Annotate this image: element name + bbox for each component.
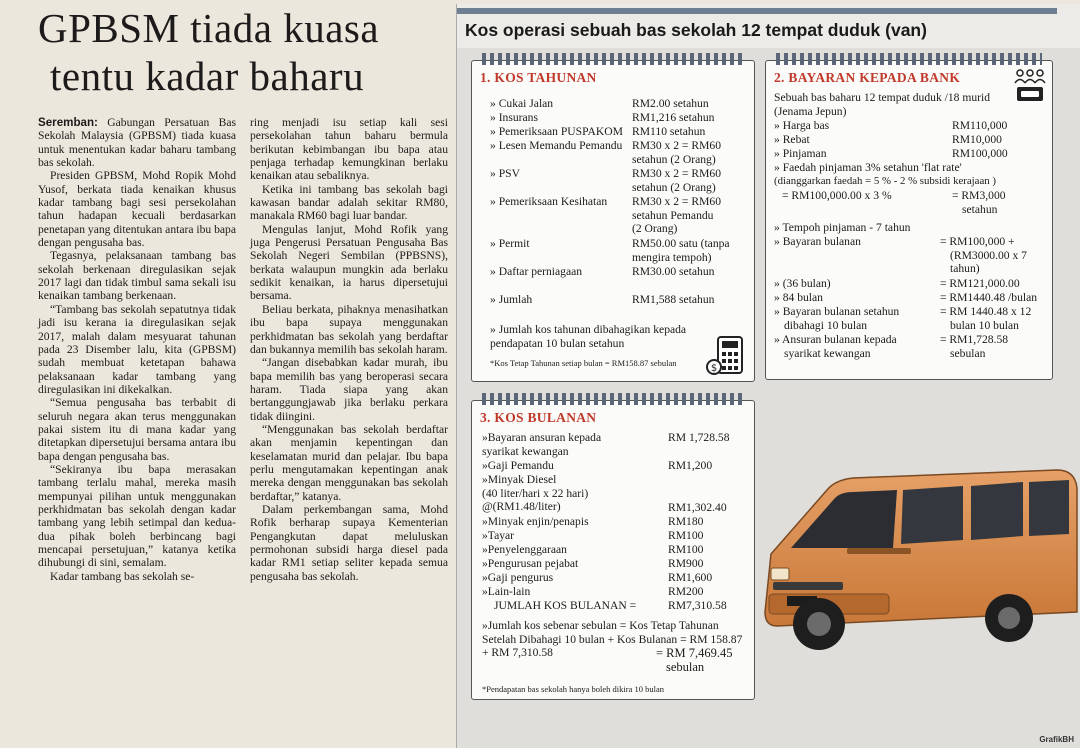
bank-row-value: RM10,000 xyxy=(952,133,1002,146)
kos-tahunan-label: » PSV xyxy=(490,167,520,180)
bank-row-label: » Pinjaman xyxy=(774,147,827,160)
bank-row-value: RM110,000 xyxy=(952,119,1008,132)
spiral-binding xyxy=(776,53,1042,65)
kos-tahunan-label: » Insurans xyxy=(490,111,538,124)
calculator-icon xyxy=(704,333,748,377)
kos-bulanan-label: »Pengurusan pejabat xyxy=(482,557,579,570)
bank-row-label: » Harga bas xyxy=(774,119,830,132)
kos-bulanan-label: »Lain-lain xyxy=(482,585,531,598)
kos-tahunan-label: » Jumlah xyxy=(490,293,533,306)
faedah-text: » Faedah pinjaman 3% setahun 'flat rate' (dianggarkan faedah = 5 % - 2 % subsidi kerajaan ) xyxy=(774,161,996,187)
kos-bulanan-footnote: *Pendapatan bas sekolah hanya boleh dikira 10 bulan xyxy=(482,684,664,694)
spiral-binding xyxy=(482,53,744,65)
article-column-1: Seremban: Gabungan Persatuan Bas Sekolah Malaysia (GPBSM) tiada kuasa untuk menentukan kadar baharu tambang bas sekolah. Presiden GPBSM, Mohd Ropik Mohd Yusof, berkata tiada kenaikan khusus kadar tambang bagi sesi persekolahan tahun hadapan kecuali berdasarkan penetapan yang ditentukan antara ibu bapa dengan pengusaha bas. Tegasnya, pelaksanaan tambang bas sekolah berkenaan diregulasikan sejak 2017 lagi dan tidak timbul sama sekali isu kenaikan tambang berkenaan. “Tambang bas sekolah sepatutnya tidak jadi isu kerana ia diregulasikan sejak 2017, malah dalam mesyuarat tahunan pada 23 Disember lalu, kita (GPBSM) sudah membuat ketetapan bahawa pelaksanaan kadar tambang yang diregulasikan ini dikekalkan. “Semua pengusaha bas terbabit di seluruh negara akan terus menggunakan pakai sistem itu di mana kadar yang ditetapkan dipersetujui bersama antara ibu bapa dengan pengusaha bas. “Sekiranya ibu bapa merasakan tambang terlalu mahal, mereka masih mempunyai pilihan untuk menggunakan perkhidmatan bas sekolah dengan kadar tambang yang lebih setimpal dan kedua-dua pihak boleh berbincang bagi mencapai persetujuan,” katanya ketika dihubungi di sini, semalam. Kadar tambang bas sekolah se- xyxy=(38,116,236,583)
paragraph: “Jangan disebabkan kadar murah, ibu bapa memilih bas yang beroperasi secara haram. Tiada siapa yang akan bertanggungjawab jika berlaku perkara tidak diingini. xyxy=(250,356,448,423)
kos-tahunan-value: RM50.00 satu (tanpa mengira tempoh) xyxy=(632,237,730,264)
total-value: RM7,310.58 xyxy=(668,599,727,612)
kos-tahunan-label: » Permit xyxy=(490,237,530,250)
kos-tahunan-label: » Daftar perniagaan xyxy=(490,265,583,278)
infographic xyxy=(456,4,1080,748)
kos-tahunan-value: RM1,216 setahun xyxy=(632,111,715,124)
kos-tahunan-footnote: *Kos Tetap Tahunan setiap bulan = RM158.87 sebulan xyxy=(490,358,677,368)
bank-row-value: = RM1,728.58 sebulan xyxy=(940,333,1009,360)
paragraph: Ketika ini tambang bas sekolah bagi kawasan bandar adalah sekitar RM80, manakala RM60 bagi luar bandar. xyxy=(250,182,448,223)
kos-bulanan-value: RM100 xyxy=(668,543,704,556)
kos-tahunan-value: RM1,588 setahun xyxy=(632,293,715,306)
kos-bulanan-label: »Gaji Pemandu xyxy=(482,459,554,472)
paragraph: Presiden GPBSM, Mohd Ropik Mohd Yusof, berkata tiada kenaikan khusus kadar tambang bagi sesi persekolahan tahun hadapan kecuali berdasarkan penetapan yang ditentukan antara ibu bapa dengan pengusaha bas. xyxy=(38,169,236,250)
tempoh-pinjaman: » Tempoh pinjaman - 7 tahun xyxy=(774,221,911,234)
spiral-binding xyxy=(482,393,744,405)
article-column-2 xyxy=(250,116,448,740)
kos-bulanan-label: »Bayaran ansuran kepada syarikat kewangan xyxy=(482,431,602,458)
lead-location: Seremban: xyxy=(38,116,98,129)
kos-bulanan-value: RM200 xyxy=(668,585,704,598)
kos-bulanan-label: »Minyak enjin/penapis xyxy=(482,515,589,528)
bank-row-value: = RM100,000 + (RM3000.00 x 7 tahun) xyxy=(940,235,1027,276)
note-kos-tahunan xyxy=(471,60,755,382)
infographic-header xyxy=(457,4,1080,48)
kos-tahunan-label: » Cukai Jalan xyxy=(490,97,554,110)
faedah-calc-value: = RM3,000 setahun xyxy=(952,189,1006,216)
kos-bulanan-value: RM 1,728.58 xyxy=(668,431,730,444)
kos-tahunan-label: » Pemeriksaan Kesihatan xyxy=(490,195,608,208)
kos-bulanan-summary: »Jumlah kos sebenar sebulan = Kos Tetap Tahunan Setelah Dibahagi 10 bulan + Kos Bulanan = RM 158.87 + RM 7,310.58 xyxy=(482,619,743,660)
kos-tahunan-label: » Lesen Memandu Pemandu xyxy=(490,139,623,152)
total-label: JUMLAH KOS BULANAN = xyxy=(494,599,637,612)
note-bayaran-bank xyxy=(765,60,1053,380)
kos-bulanan-label: »Gaji pengurus xyxy=(482,571,554,584)
paragraph: Kadar tambang bas sekolah se- xyxy=(50,569,195,583)
paragraph: Mengulas lanjut, Mohd Rofik yang juga Pengerusi Persatuan Pengusaha Bas Sekolah Negeri Sembilan (PPBSNS), berkata walaupun mungkin ada berlaku sedikit kenaikan, ia harus dipersetujui bersama. xyxy=(250,222,448,303)
infographic-title: Kos operasi sebuah bas sekolah 12 tempat duduk (van) xyxy=(465,20,927,40)
bank-row-value: = RM1440.48 /bulan xyxy=(940,291,1038,304)
bank-row-label: » Ansuran bulanan kepada syarikat kewangan xyxy=(774,333,897,360)
article-body xyxy=(38,116,448,740)
kos-bulanan-value: RM1,200 xyxy=(668,459,713,472)
kos-tahunan-summary: » Jumlah kos tahunan dibahagikan kepada pendapatan 10 bulan setahun xyxy=(490,323,687,350)
kos-bulanan-value: RM900 xyxy=(668,557,704,570)
bank-row-label: » 84 bulan xyxy=(774,291,823,304)
faedah-calc-label: = RM100,000.00 x 3 % xyxy=(782,189,892,202)
bank-row-label: » Bayaran bulanan setahun dibahagi 10 bulan xyxy=(774,305,900,332)
paragraph: “Menggunakan bas sekolah berdaftar akan menjamin kepentingan dan keselamatan murid dan pelajar. Ibu bapa perlu mengutamakan kepentingan anak mereka dengan menggunakan bas sekolah berdaftar,” katanya. xyxy=(250,422,448,503)
kos-tahunan-value: RM2.00 setahun xyxy=(632,97,709,110)
paragraph: Tegasnya, pelaksanaan tambang bas sekolah berkenaan diregulasikan sejak 2017 lagi dan tidak timbul sama sekali isu kenaikan tambang berkenaan. xyxy=(38,249,236,303)
kos-tahunan-value: RM30.00 setahun xyxy=(632,265,715,278)
kos-tahunan-value: RM30 x 2 = RM60 setahun (2 Orang) xyxy=(632,139,721,166)
paragraph: Beliau berkata, pihaknya menasihatkan ibu bapa supaya menggunakan perkhidmatan bas sekolah yang berdaftar dan bukannya memilih bas sekolah haram. xyxy=(250,302,448,356)
kos-tahunan-value: RM30 x 2 = RM60 setahun (2 Orang) xyxy=(632,167,721,194)
section-heading: 1. KOS TAHUNAN xyxy=(480,70,597,85)
bank-intro: Sebuah bas baharu 12 tempat duduk /18 murid (Jenama Jepun) xyxy=(774,91,991,118)
bank-row-label: » Rebat xyxy=(774,133,810,146)
kos-bulanan-label: »Tayar xyxy=(482,529,515,542)
section-heading: 2. BAYARAN KEPADA BANK xyxy=(774,70,961,85)
kos-tahunan-value: RM30 x 2 = RM60 setahun Pemandu (2 Orang) xyxy=(632,195,721,236)
bank-row-label: » (36 bulan) xyxy=(774,277,831,290)
kos-tahunan-value: RM110 setahun xyxy=(632,125,706,138)
paragraph: Dalam perkembangan sama, Mohd Rofik berharap supaya Kementerian Pengangkutan dapat meluluskan permohonan subsidi harga diesel pada kadar RM1 setiap seliter kepada semua pengusaha bas sekolah. xyxy=(250,502,448,583)
kos-bulanan-label: »Penyelenggaraan xyxy=(482,543,567,556)
svg-text:$: $ xyxy=(710,363,718,374)
bank-people-icon xyxy=(1012,67,1048,105)
kos-bulanan-value: RM100 xyxy=(668,529,704,542)
headline-line-2: tentu kadar baharu xyxy=(50,53,365,99)
graphic-credit: GrafikBH xyxy=(1039,735,1074,744)
paragraph: ring menjadi isu setiap kali sesi persekolahan tahun baharu bermula berikutan kebimbangan ibu bapa atau penjaga terhadap kemungkinan berlaku kenaikan atau sebaliknya. xyxy=(250,116,448,183)
bank-row-label: » Bayaran bulanan xyxy=(774,235,861,248)
bank-row-value: = RM 1440.48 x 12 bulan 10 bulan xyxy=(940,305,1032,332)
kos-bulanan-value: RM1,302.40 xyxy=(668,501,727,514)
paragraph: “Tambang bas sekolah sepatutnya tidak jadi isu kerana ia diregulasikan sejak 2017, malah dalam mesyuarat tahunan pada 23 Disember lalu, kita (GPBSM) sudah membuat ketetapan bahawa pelaksanaan kadar tambang yang diregulasikan ini dikekalkan. xyxy=(38,302,236,396)
kos-bulanan-value: RM180 xyxy=(668,515,704,528)
bank-row-value: RM100,000 xyxy=(952,147,1008,160)
van-illustration xyxy=(757,444,1079,654)
summary-value: = RM 7,469.45 sebulan xyxy=(656,646,733,674)
kos-bulanan-value: RM1,600 xyxy=(668,571,713,584)
kos-tahunan-label: » Pemeriksaan PUSPAKOM xyxy=(490,125,623,138)
headline-line-1: GPBSM tiada kuasa xyxy=(38,5,380,51)
kos-bulanan-label: »Minyak Diesel (40 liter/hari x 22 hari) @(RM1.48/liter) xyxy=(482,473,589,514)
note-kos-bulanan xyxy=(471,400,755,700)
paragraph: “Sekiranya ibu bapa merasakan tambang terlalu mahal, mereka masih mempunyai pilihan untuk menggunakan perkhidmatan bas sekolah dengan kadar tambang yang lebih setimpal dan kedua-dua pihak boleh berbincang bagi mencapai persetujuan,” katanya ketika dihubungi di sini, semalam. xyxy=(38,462,236,570)
paragraph: “Semua pengusaha bas terbabit di seluruh negara akan terus menggunakan pakai sistem itu di mana kadar yang ditetapkan dipersetujui bersama antara ibu bapa dengan pengusaha bas. xyxy=(38,396,236,463)
article-headline xyxy=(38,4,438,100)
section-heading: 3. KOS BULANAN xyxy=(480,410,597,425)
bank-row-value: = RM121,000.00 xyxy=(940,277,1020,290)
header-bar xyxy=(457,8,1057,14)
